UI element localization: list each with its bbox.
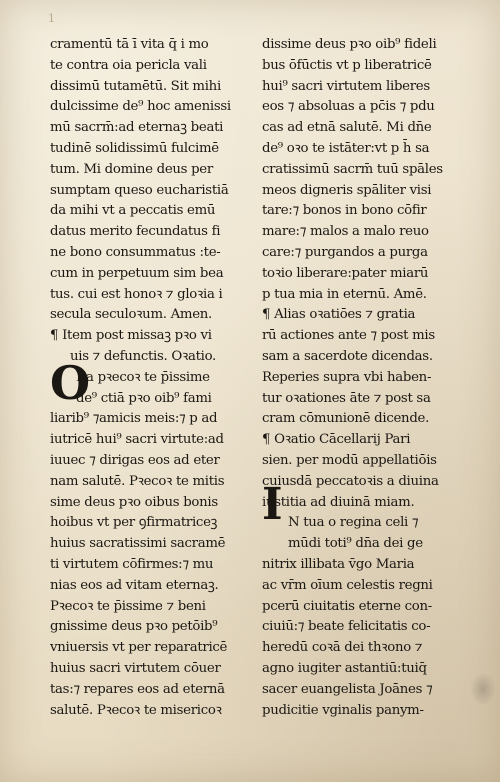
text-line: agno iugiter astantiū:tuiq̄	[262, 660, 427, 676]
text-line: gnissime deus pꝛo petōib⁹	[50, 619, 218, 635]
text-line: de⁹ oꝛo te istāter:vt p h̄ sa	[262, 140, 430, 156]
text-line: da mihi vt a peccatis emū	[50, 203, 216, 219]
text-line: sam a sacerdote dicendas.	[262, 348, 433, 364]
text-line: ¶ Item post missaꝫ pꝛo vi	[50, 328, 212, 344]
text-line: Reperies supra vbi haben-	[262, 369, 432, 385]
text-line: huius sacri virtutem cōuer	[50, 660, 221, 676]
folio-number: 1	[48, 12, 56, 25]
right-text-column	[262, 35, 468, 721]
text-line: cratissimū sacrm̄ tuū spāles	[262, 161, 443, 177]
text-line: mūdi toti⁹ dn̄a dei ge	[288, 536, 423, 552]
text-line: te contra oia pericla vali	[50, 57, 207, 73]
text-line: sime deus pꝛo oibus bonis	[50, 494, 218, 510]
text-line: iutricē hui⁹ sacri virtute:ad	[50, 432, 224, 448]
text-line: rū actiones ante ⁊ post mis	[262, 328, 435, 344]
text-line: mare:⁊ malos a malo reuo	[262, 224, 429, 240]
text-line: cum in perpetuum sim bea	[50, 265, 224, 281]
left-text-column	[50, 35, 250, 721]
text-line: uis ⁊ defunctis. Oꝛatio.	[70, 348, 216, 364]
text-line: liarib⁹ ⁊amicis meis:⁊ p ad	[50, 411, 218, 427]
text-line: tus. cui est honoꝛ ⁊ gloꝛia i	[50, 286, 223, 302]
text-line: nias eos ad vitam eternaꝫ.	[50, 577, 219, 593]
text-line: dissimū tutamētū. Sit mihi	[50, 78, 221, 94]
text-line: de⁹ ctiā pꝛo oib⁹ fami	[76, 390, 212, 406]
text-line: cram cōmunionē dicende.	[262, 411, 430, 427]
drop-cap-o: O	[50, 356, 91, 410]
text-line: tas:⁊ repares eos ad eternā	[50, 681, 225, 697]
text-line: sacer euangelista Joānes ⁊	[262, 681, 433, 697]
text-line: ac vr̄m oīum celestis regni	[262, 577, 433, 593]
text-line: tudinē solidissimū fulcimē	[50, 140, 219, 156]
text-line: p tua mia in eternū. Amē.	[262, 286, 427, 302]
text-line: salutē. Pꝛecoꝛ te misericoꝛ	[50, 702, 222, 718]
text-line: vniuersis vt per reparatricē	[50, 640, 228, 656]
text-line: meos digneris spāliter visi	[262, 182, 432, 198]
text-line: eos ⁊ absoluas a pc̄is ⁊ pdu	[262, 99, 435, 115]
text-line: bus ōfūctis vt p liberatricē	[262, 57, 432, 73]
text-line: huius sacratissimi sacramē	[50, 536, 226, 552]
text-line: cas ad etnā salutē. Mi dn̄e	[262, 120, 432, 136]
text-line: care:⁊ purgandos a purga	[262, 244, 428, 260]
text-line: iustitia ad diuinā miam.	[262, 494, 415, 510]
text-line: ¶ Alias oꝛatiōes ⁊ gratia	[262, 307, 416, 323]
text-line: cuiusdā peccatoꝛis a diuina	[262, 473, 439, 489]
text-line: dulcissime de⁹ hoc amenissi	[50, 99, 231, 115]
text-line: N tua o regina celi ⁊	[288, 515, 419, 531]
text-line: ti virtutem cōfirmes:⁊ mu	[50, 556, 214, 572]
text-line: cramentū tā ī vita q̄ i mo	[50, 37, 209, 52]
text-line: tare:⁊ bonos in bono cōfir	[262, 203, 427, 219]
text-line: secula seculoꝛum. Amen.	[50, 307, 212, 323]
text-line: nitrix illibata v̄go Maria	[262, 556, 415, 572]
text-line: tum. Mi domine deus per	[50, 161, 213, 177]
text-line: ciuiū:⁊ beate felicitatis co-	[262, 619, 431, 635]
page-stain	[470, 672, 496, 706]
text-line: tur oꝛationes āte ⁊ post sa	[262, 390, 431, 406]
text-line: Pꝛecoꝛ te p̄issime ⁊ beni	[50, 598, 206, 614]
text-line: hui⁹ sacri virtutem liberes	[262, 78, 430, 94]
text-line: nam salutē. Pꝛecoꝛ te mitis	[50, 473, 225, 489]
text-line: mū sacrm̄:ad eternaꝫ beati	[50, 120, 224, 136]
text-line: pcerū ciuitatis eterne con-	[262, 598, 432, 614]
text-line: sumptam queso eucharistiā	[50, 182, 229, 198]
text-line: datus merito fecundatus fi	[50, 224, 221, 240]
drop-cap-i: I	[262, 479, 283, 530]
text-line: Ra pꝛecoꝛ te p̄issime	[76, 369, 210, 385]
text-line: dissime deus pꝛo oib⁹ fideli	[262, 37, 437, 52]
text-line: ¶ Oꝛatio Cācellarij Pari	[262, 432, 411, 448]
text-line: pudicitie vginalis panym-	[262, 702, 424, 718]
text-line: ne bono consummatus :te-	[50, 244, 221, 260]
text-line: sien. per modū appellatiōis	[262, 452, 437, 468]
text-line: iuuec ⁊ dirigas eos ad eter	[50, 452, 220, 468]
text-line: toꝛio liberare:pater miarū	[262, 265, 429, 281]
text-line: hoibus vt per ꝯfirmatriceꝫ	[50, 515, 218, 531]
text-line: heredū coꝛā dei thꝛono ⁊	[262, 640, 423, 656]
